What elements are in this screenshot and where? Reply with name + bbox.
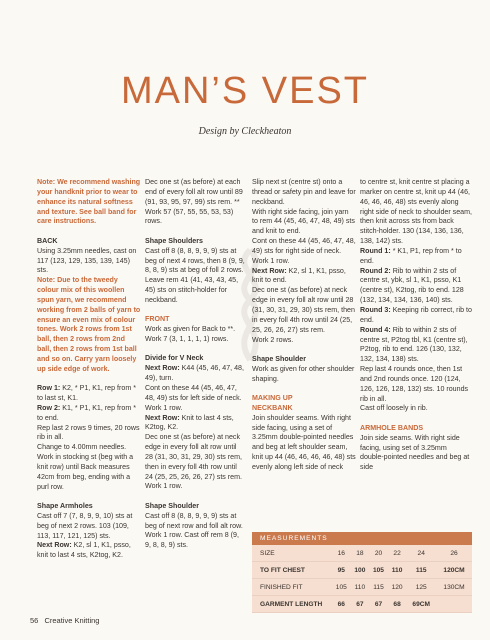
- divide-next-row-2: Next Row: Knit to last 4 sts, K2tog, K2.: [145, 413, 234, 432]
- round-3: Round 3: Keeping rib correct, rib to end.: [360, 305, 472, 324]
- back-section: [37, 237, 141, 375]
- column-4: [360, 178, 472, 473]
- shape-shoulders-heading: Shape Shoulders: [145, 236, 203, 245]
- round-1: Round 1: * K1, P1, rep from * to end.: [360, 246, 462, 265]
- rib-repeat: Rep last 2 rows 9 times, 20 rows rib in all.: [37, 423, 140, 442]
- front-heading: FRONT: [145, 315, 170, 324]
- table-row: FINISHED FIT 105 110 115 120 125 130CM: [252, 579, 472, 596]
- making-up-heading: MAKING UP: [252, 394, 293, 403]
- shoulders-cast-off: Cast off 8 (8, 8, 9, 9, 9) sts at beg of next 4 rows, then 8 (9, 9, 8, 8, 9) sts at beg of foll 2 rows.: [145, 246, 245, 275]
- neckband-cont: to centre st, knit centre st placing a marker on centre st, knit up 44 (46, 46, 46, 46, 48) sts evenly along right side of neck to shoulder seam, then knit across sts from back stitch-holder. 130 (134, 136, 136, 138, 142) sts.: [360, 178, 472, 246]
- needle-change: Change to 4.00mm needles. Work in stocking st (beg with a knit row) until Back measures 42cm from beg, ending with a purl row.: [37, 443, 134, 491]
- shoulder-cast-off: Cast off 8 (8, 8, 9, 9, 9) sts at beg of next row and foll alt row. Work 1 row. Cast off rem 8 (9, 9, 8, 8, 9) sts.: [145, 511, 243, 550]
- shape-armholes-heading: Shape Armholes: [37, 502, 93, 511]
- page-footer: [30, 616, 99, 625]
- neckbank-heading: NECKBANK: [252, 403, 293, 412]
- work-one-row: Work 1 row.: [252, 256, 290, 265]
- neckband-instruction: Join shoulder seams. With right side facing, using a set of 3.25mm double-pointed needles and beg at left shoulder seam, knit up 44 (46, 46, 46, 46, 48) sts evenly along left side of neck: [252, 413, 356, 471]
- rep-rounds: Rep last 4 rounds once, then 1st and 2nd rounds once. 120 (124, 126, 126, 128, 132) sts. 10 rounds rib in all.: [360, 365, 469, 403]
- column-3: [252, 178, 356, 473]
- work-two-rows: Work 2 rows.: [252, 335, 294, 344]
- measurements-box: [252, 532, 472, 612]
- join-yarn: With right side facing, join yarn to rem 44 (45, 46, 47, 48, 49) sts and knit to end.: [252, 207, 355, 236]
- back-cast-on: Using 3.25mm needles, cast on 117 (123, 129, 135, 139, 145) sts.: [37, 246, 137, 275]
- armhole-bands-heading: ARMHOLE BANDS: [360, 423, 424, 432]
- column-2: [145, 178, 245, 551]
- shape-shoulder-heading-2: Shape Shoulder: [252, 354, 306, 363]
- dec-instruction: Dec one st (as before) at each end of every foll alt row until 89 (91, 93, 95, 97, 99) sts rem. **: [145, 178, 243, 206]
- table-row: GARMENT LENGTH 66 67 67 68 69CM: [252, 596, 472, 613]
- round-4: Round 4: Rib to within 2 sts of centre st, P2tog tbl, K1 (centre st), P2tog, rib to end. 126 (130, 132, 132, 134, 138) sts.: [360, 325, 468, 364]
- divide-cont: Cont on these 44 (45, 46, 47, 48, 49) sts for left side of neck.: [145, 383, 242, 402]
- back-heading: BACK: [37, 236, 58, 245]
- byline: Design by Cleckheaton: [198, 126, 292, 137]
- cont-right-side: Cont on these 44 (45, 46, 47, 48, 49) sts for right side of neck.: [252, 237, 356, 255]
- shoulder-as-given: Work as given for other shoulder shaping.: [252, 364, 355, 383]
- work-rows: Work 57 (57, 55, 55, 53, 53) rows.: [145, 207, 234, 226]
- round-2: Round 2: Rib to within 2 sts of centre st, ybk, sl 1, K1, psso, K1 (centre st), K2tog, rib to end. 128 (132, 134, 134, 136, 140) sts.: [360, 266, 464, 305]
- page-title: MAN’S VEST: [120, 70, 370, 112]
- armholes-cast-off: Cast off 7 (7, 8, 9, 9, 10) sts at beg of next 2 rows. 103 (109, 113, 117, 121, 125) sts.: [37, 511, 133, 540]
- front-instruction: Work as given for Back to **. Work 7 (3, 1, 1, 1, 1) rows.: [145, 325, 236, 343]
- row-2-instruction: Row 2: K1, * P1, K1, rep from * to end.: [37, 403, 136, 422]
- magazine-name: Creative Knitting: [44, 616, 100, 625]
- right-next-row: Next Row: K2, sl 1, K1, psso, knit to end.: [252, 266, 346, 285]
- measurements-heading: MEASUREMENTS: [252, 532, 472, 545]
- right-dec: Dec one st (as before) at neck edge in every foll alt row until 28 (31, 30, 31, 29, 30) sts rem, then in every foll 4th row until 24 (25, 25, 26, 26, 27) sts rem.: [252, 286, 355, 334]
- column-1: [37, 178, 141, 561]
- divide-next-row: Next Row: K44 (45, 46, 47, 48, 49), turn.: [145, 364, 244, 383]
- yarn-note: Note: Due to the tweedy colour mix of this woollen spun yarn, we recommend working from 2 balls of yarn to ensure an even mix of colour tones. Work 2 rows from 1st ball, then 2 rows from 2nd ball, then 2 rows from 1st ball and so on. Carry yarn loosely up side edge of work.: [37, 276, 141, 373]
- shoulders-leave: Leave rem 41 (41, 43, 43, 45, 45) sts on stitch-holder for neckband.: [145, 276, 239, 304]
- care-note: Note: We recommend washing your handknit prior to wear to enhance its natural softness and texture. See ball band for care instructions.: [37, 178, 141, 226]
- table-row: TO FIT CHEST 95 100 105 110 115 120CM: [252, 562, 472, 579]
- page-number: 56: [30, 616, 39, 625]
- armhole-bands-instruction: Join side seams. With right side facing, using set of 3.25mm double-pointed needles and beg at side: [360, 433, 470, 472]
- armholes-next-row: Next Row: K2, sl 1, K1, psso, knit to last 4 sts, K2tog, K2.: [37, 541, 131, 560]
- measurements-table: [252, 545, 472, 613]
- row-1-instruction: Row 1: K2, * P1, K1, rep from * to last st, K1.: [37, 384, 136, 403]
- slip-centre-st: Slip next st (centre st) onto a thread or safety pin and leave for neckband.: [252, 178, 356, 206]
- divide-v-neck-heading: Divide for V Neck: [145, 354, 204, 363]
- divide-dec: Dec one st (as before) at neck edge in every foll alt row until 28 (31, 30, 31, 29, 30) sts rem, then in every foll 4th row until 24 (25, 25, 26, 26, 27) sts rem. Work 1 row.: [145, 433, 242, 491]
- divide-work-row: Work 1 row.: [145, 403, 183, 412]
- cast-off-rib: Cast off loosely in rib.: [360, 404, 428, 413]
- shape-shoulder-heading: Shape Shoulder: [145, 501, 199, 510]
- table-row: SIZE 16 18 20 22 24 26: [252, 545, 472, 562]
